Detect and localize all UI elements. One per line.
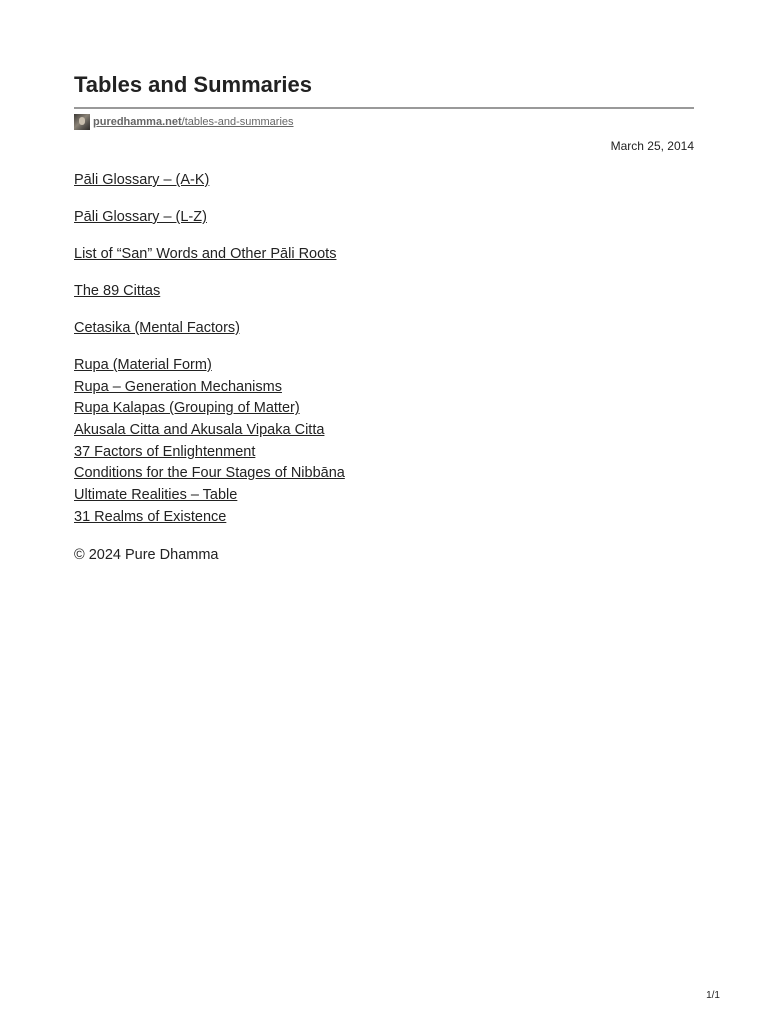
- link-ultimate-realities[interactable]: Ultimate Realities – Table: [74, 487, 238, 504]
- page-number: 1/1: [706, 990, 720, 1001]
- publish-date: March 25, 2014: [610, 139, 694, 153]
- copyright-text: © 2024 Pure Dhamma: [74, 547, 219, 563]
- link-san-words[interactable]: List of “San” Words and Other Pāli Roots: [74, 245, 337, 262]
- source-line: [74, 114, 294, 130]
- page-title: Tables and Summaries: [74, 72, 313, 97]
- source-link[interactable]: [93, 116, 294, 128]
- source-path: /tables-and-summaries: [181, 116, 294, 128]
- title-divider: [74, 107, 694, 109]
- link-31-realms[interactable]: 31 Realms of Existence: [74, 508, 227, 525]
- link-rupa-kalapas[interactable]: Rupa Kalapas (Grouping of Matter): [74, 400, 300, 417]
- link-four-stages-nibbana[interactable]: Conditions for the Four Stages of Nibbāna: [74, 465, 345, 482]
- source-domain: puredhamma.net: [93, 116, 182, 128]
- link-rupa[interactable]: Rupa (Material Form): [74, 356, 212, 373]
- link-89-cittas[interactable]: The 89 Cittas: [74, 282, 161, 299]
- link-pali-glossary-l-z[interactable]: Pāli Glossary – (L-Z): [74, 208, 207, 225]
- link-rupa-generation[interactable]: Rupa – Generation Mechanisms: [74, 378, 282, 395]
- link-cetasika[interactable]: Cetasika (Mental Factors): [74, 319, 240, 336]
- link-list: [74, 170, 694, 528]
- link-akusala-citta[interactable]: Akusala Citta and Akusala Vipaka Citta: [74, 421, 325, 438]
- link-37-factors[interactable]: 37 Factors of Enlightenment: [74, 443, 256, 460]
- site-favicon-icon: [74, 114, 90, 130]
- link-pali-glossary-a-k[interactable]: Pāli Glossary – (A-K): [74, 172, 210, 188]
